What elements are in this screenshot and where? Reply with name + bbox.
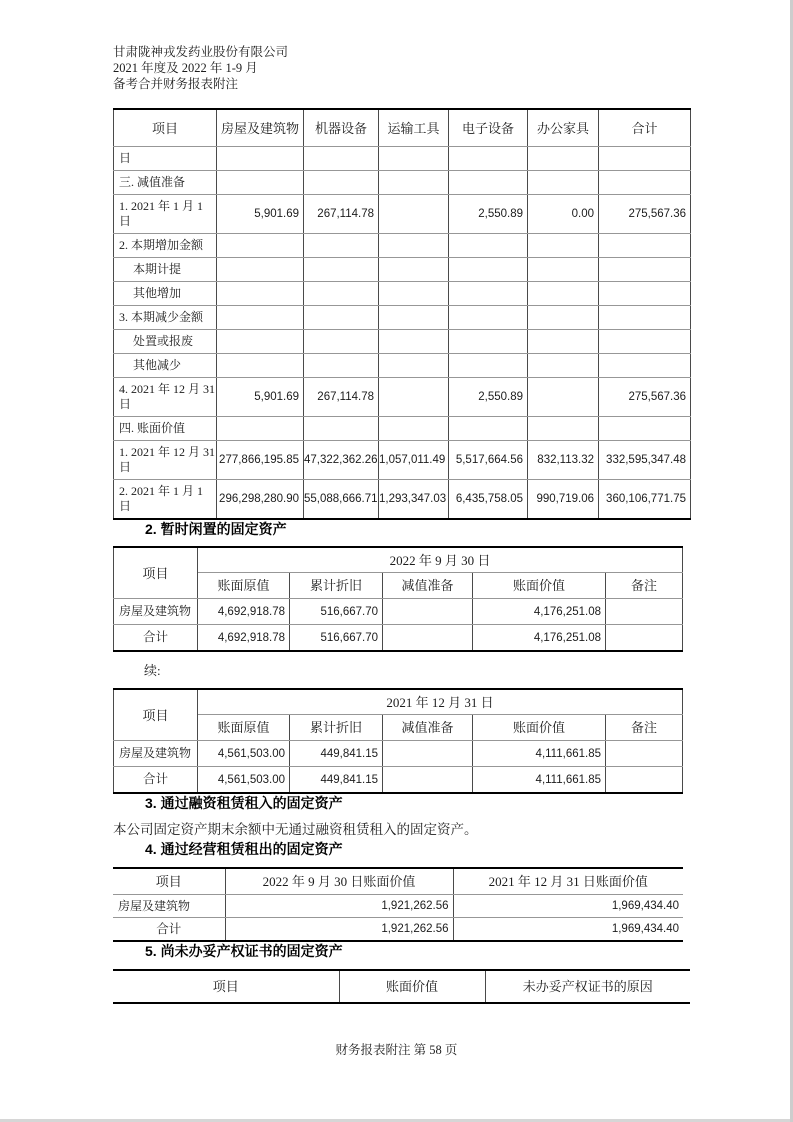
finance-lease-statement: 本公司固定资产期末余额中无通过融资租赁租入的固定资产。 (113, 822, 478, 837)
value-cell (217, 354, 304, 378)
value-cell (528, 171, 599, 195)
row-label: 房屋及建筑物 (114, 599, 198, 625)
row-label: 2. 本期增加金额 (114, 234, 217, 258)
value-cell (528, 354, 599, 378)
value-cell (379, 417, 449, 441)
row-label: 四. 账面价值 (114, 417, 217, 441)
table-row (114, 171, 691, 195)
value-cell: 5,901.69 (217, 378, 304, 417)
value-cell (383, 599, 473, 625)
column-header: 累计折旧 (290, 573, 383, 599)
value-cell (217, 171, 304, 195)
value-cell (379, 306, 449, 330)
table-row (114, 767, 683, 794)
value-cell: 55,088,666.71 (304, 480, 379, 520)
row-label: 处置或报废 (114, 330, 217, 354)
value-cell: 6,435,758.05 (449, 480, 528, 520)
value-cell (217, 258, 304, 282)
value-cell (599, 354, 691, 378)
column-header: 项目 (114, 689, 198, 741)
value-cell (304, 147, 379, 171)
operating-lease-table (113, 867, 683, 942)
value-cell: 1,057,011.49 (379, 441, 449, 480)
table-row (114, 330, 691, 354)
value-cell: 2,550.89 (449, 378, 528, 417)
value-cell: 5,901.69 (217, 195, 304, 234)
value-cell: 4,692,918.78 (198, 625, 290, 652)
value-cell (449, 258, 528, 282)
value-cell (379, 147, 449, 171)
column-header: 办公家具 (528, 109, 599, 147)
table-body (113, 895, 683, 942)
row-label: 其他增加 (114, 282, 217, 306)
value-cell (599, 234, 691, 258)
value-cell (304, 306, 379, 330)
table-row (114, 147, 691, 171)
value-cell: 832,113.32 (528, 441, 599, 480)
value-cell (379, 195, 449, 234)
value-cell: 1,969,434.40 (453, 918, 683, 942)
row-label: 2. 2021 年 1 月 1 日 (114, 480, 217, 520)
table-row (114, 282, 691, 306)
table-row (113, 918, 683, 942)
value-cell (449, 354, 528, 378)
value-cell (304, 417, 379, 441)
value-cell: 990,719.06 (528, 480, 599, 520)
header-row (114, 547, 683, 573)
value-cell: 4,176,251.08 (473, 599, 606, 625)
value-cell: 449,841.15 (290, 741, 383, 767)
value-cell (606, 767, 683, 794)
value-cell: 296,298,280.90 (217, 480, 304, 520)
column-header: 备注 (606, 715, 683, 741)
value-cell: 5,517,664.56 (449, 441, 528, 480)
value-cell (379, 378, 449, 417)
column-header: 减值准备 (383, 573, 473, 599)
value-cell (449, 306, 528, 330)
column-header: 房屋及建筑物 (217, 109, 304, 147)
value-cell (217, 330, 304, 354)
value-cell (383, 625, 473, 652)
row-label: 其他减少 (114, 354, 217, 378)
value-cell (449, 147, 528, 171)
table-header (113, 970, 690, 1003)
table-body (114, 741, 683, 794)
column-header: 账面原值 (198, 573, 290, 599)
value-cell (599, 306, 691, 330)
value-cell (379, 282, 449, 306)
value-cell (449, 282, 528, 306)
value-cell (304, 282, 379, 306)
table-body (114, 147, 691, 520)
column-header: 累计折旧 (290, 715, 383, 741)
value-cell (449, 234, 528, 258)
value-cell: 0.00 (528, 195, 599, 234)
table-row (114, 354, 691, 378)
value-cell (606, 625, 683, 652)
column-header: 项目 (114, 547, 198, 599)
value-cell (599, 417, 691, 441)
idle-assets-table-2022 (113, 546, 683, 652)
value-cell (528, 147, 599, 171)
row-label: 本期计提 (114, 258, 217, 282)
row-label: 合计 (114, 625, 198, 652)
value-cell: 275,567.36 (599, 195, 691, 234)
value-cell (383, 767, 473, 794)
column-header: 电子设备 (449, 109, 528, 147)
value-cell (528, 234, 599, 258)
value-cell (379, 171, 449, 195)
column-header: 运输工具 (379, 109, 449, 147)
value-cell: 275,567.36 (599, 378, 691, 417)
period-header: 2021 年 12 月 31 日 (198, 689, 683, 715)
value-cell: 4,176,251.08 (473, 625, 606, 652)
value-cell (528, 282, 599, 306)
value-cell: 516,667.70 (290, 599, 383, 625)
table-row (114, 625, 683, 652)
section-title-idle-assets: 2. 暂时闲置的固定资产 (145, 521, 287, 537)
column-header: 合计 (599, 109, 691, 147)
idle-assets-table-2021 (113, 688, 683, 794)
value-cell: 4,561,503.00 (198, 767, 290, 794)
value-cell (217, 234, 304, 258)
value-cell (304, 354, 379, 378)
fixed-assets-impairment-table (113, 108, 691, 520)
value-cell (379, 330, 449, 354)
page-footer: 财务报表附注 第 58 页 (335, 1043, 458, 1057)
header-row (114, 109, 691, 147)
value-cell: 516,667.70 (290, 625, 383, 652)
value-cell (449, 330, 528, 354)
value-cell (606, 599, 683, 625)
value-cell (383, 741, 473, 767)
header-row (113, 868, 683, 895)
column-header: 减值准备 (383, 715, 473, 741)
value-cell (599, 147, 691, 171)
column-header: 2021 年 12 月 31 日账面价值 (453, 868, 683, 895)
value-cell: 267,114.78 (304, 195, 379, 234)
value-cell (528, 417, 599, 441)
value-cell: 4,561,503.00 (198, 741, 290, 767)
value-cell (528, 378, 599, 417)
value-cell (304, 171, 379, 195)
value-cell (599, 171, 691, 195)
value-cell (449, 171, 528, 195)
document-header (113, 44, 690, 92)
report-title: 备考合并财务报表附注 (113, 77, 239, 91)
table-row (114, 258, 691, 282)
column-header: 账面原值 (198, 715, 290, 741)
row-label: 4. 2021 年 12 月 31 日 (114, 378, 217, 417)
header-row (113, 970, 690, 1003)
period-header: 2022 年 9 月 30 日 (198, 547, 683, 573)
table-header (113, 868, 683, 895)
value-cell: 449,841.15 (290, 767, 383, 794)
column-header: 未办妥产权证书的原因 (485, 970, 690, 1003)
row-label: 房屋及建筑物 (113, 895, 225, 918)
row-label: 1. 2021 年 12 月 31 日 (114, 441, 217, 480)
column-header: 项目 (113, 868, 225, 895)
column-header: 账面价值 (473, 715, 606, 741)
table-row (114, 599, 683, 625)
value-cell: 1,921,262.56 (225, 918, 453, 942)
header-row (114, 689, 683, 715)
continued-label: 续: (144, 663, 161, 678)
value-cell: 4,692,918.78 (198, 599, 290, 625)
row-label: 三. 减值准备 (114, 171, 217, 195)
value-cell (449, 417, 528, 441)
value-cell (304, 234, 379, 258)
value-cell (217, 306, 304, 330)
value-cell (217, 417, 304, 441)
value-cell: 1,293,347.03 (379, 480, 449, 520)
table-row (114, 441, 691, 480)
value-cell (379, 354, 449, 378)
value-cell: 360,106,771.75 (599, 480, 691, 520)
column-header: 账面价值 (473, 573, 606, 599)
value-cell: 267,114.78 (304, 378, 379, 417)
value-cell (217, 147, 304, 171)
row-label: 1. 2021 年 1 月 1 日 (114, 195, 217, 234)
table-header (114, 547, 683, 599)
table-body (114, 599, 683, 652)
value-cell (379, 234, 449, 258)
table-row (114, 378, 691, 417)
value-cell (379, 258, 449, 282)
row-label: 房屋及建筑物 (114, 741, 198, 767)
value-cell (599, 330, 691, 354)
value-cell: 2,550.89 (449, 195, 528, 234)
subheader-row (114, 573, 683, 599)
row-label: 日 (114, 147, 217, 171)
row-label: 合计 (113, 918, 225, 942)
value-cell (599, 282, 691, 306)
table-header (114, 689, 683, 741)
section-title-finance-lease: 3. 通过融资租赁租入的固定资产 (145, 795, 343, 811)
row-label: 合计 (114, 767, 198, 794)
column-header: 账面价值 (339, 970, 485, 1003)
section-title-no-certificate: 5. 尚未办妥产权证书的固定资产 (145, 943, 343, 959)
table-row (114, 741, 683, 767)
column-header: 备注 (606, 573, 683, 599)
value-cell (217, 282, 304, 306)
value-cell (304, 258, 379, 282)
table-row (114, 195, 691, 234)
report-period: 2021 年度及 2022 年 1-9 月 (113, 61, 258, 75)
value-cell (304, 330, 379, 354)
value-cell (599, 258, 691, 282)
value-cell: 4,111,661.85 (473, 767, 606, 794)
value-cell: 47,322,362.26 (304, 441, 379, 480)
column-header: 项目 (113, 970, 339, 1003)
value-cell: 1,969,434.40 (453, 895, 683, 918)
value-cell: 1,921,262.56 (225, 895, 453, 918)
table-row (114, 480, 691, 520)
value-cell: 4,111,661.85 (473, 741, 606, 767)
company-name: 甘肃陇神戎发药业股份有限公司 (113, 45, 289, 59)
subheader-row (114, 715, 683, 741)
table-row (114, 234, 691, 258)
value-cell (528, 330, 599, 354)
value-cell: 277,866,195.85 (217, 441, 304, 480)
value-cell (528, 258, 599, 282)
table-row (114, 417, 691, 441)
value-cell (606, 741, 683, 767)
table-row (114, 306, 691, 330)
value-cell: 332,595,347.48 (599, 441, 691, 480)
column-header: 2022 年 9 月 30 日账面价值 (225, 868, 453, 895)
section-title-operating-lease: 4. 通过经营租赁租出的固定资产 (145, 841, 343, 857)
column-header: 项目 (114, 109, 217, 147)
row-label: 3. 本期减少金额 (114, 306, 217, 330)
table-row (113, 895, 683, 918)
value-cell (528, 306, 599, 330)
column-header: 机器设备 (304, 109, 379, 147)
no-certificate-table (113, 969, 690, 1004)
table-header (114, 109, 691, 147)
